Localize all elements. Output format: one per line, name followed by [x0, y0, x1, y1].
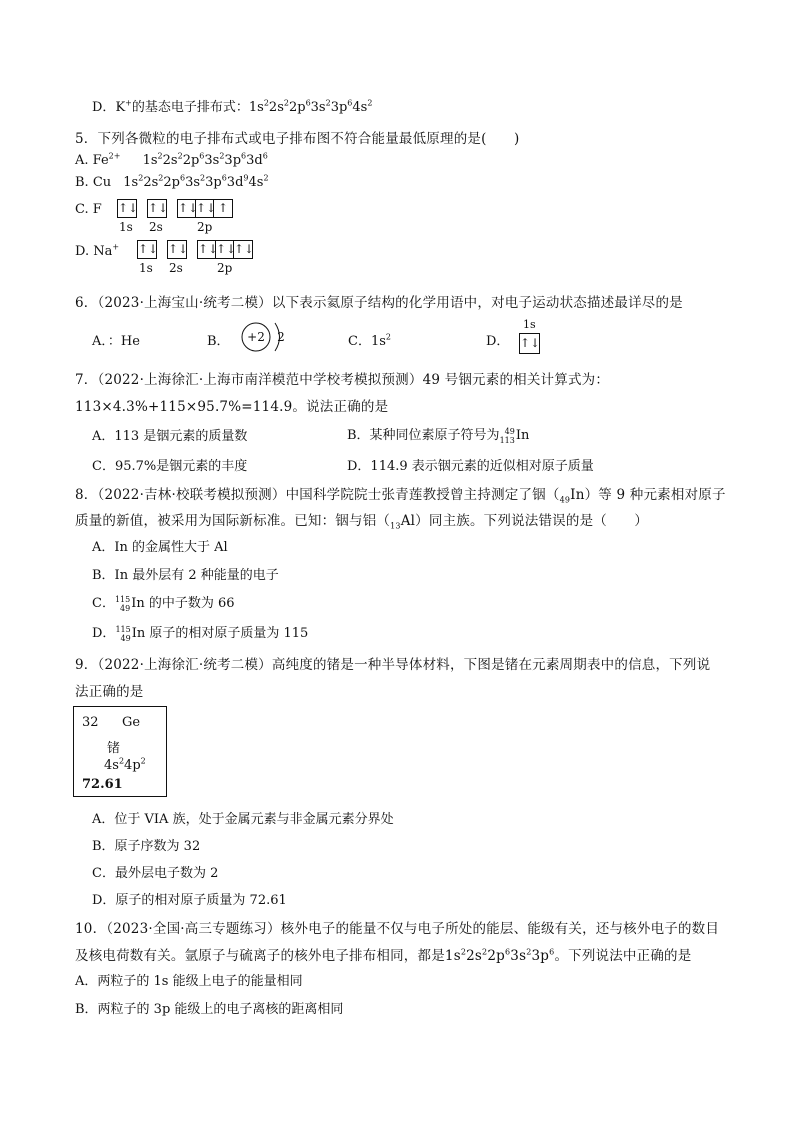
- q10-option-b: B．两粒子的 3p 能级上的电子离核的距离相同: [75, 1002, 344, 1017]
- q5-option-c: C. F: [75, 202, 102, 217]
- question-7-stem-line2: 113×4.3%+115×95.7%=114.9。说法正确的是: [75, 399, 389, 415]
- q4-option-d: D．K+的基态电子排布式：$1s^22s^22p^63s^23p^64s^2$: [92, 98, 373, 115]
- electron-count: 6: [305, 98, 311, 108]
- orbital-term: 2s: [143, 175, 159, 190]
- electron-count: 2: [219, 151, 225, 161]
- q8-option-c: C．115 49In 的中子数为 66: [92, 594, 235, 613]
- electron-count: 2: [460, 947, 467, 957]
- orbital-term: 1s: [248, 100, 264, 115]
- electron-arrows: ↑↓: [216, 242, 237, 256]
- electron-count: 2: [118, 756, 125, 766]
- orbital-term: 3p: [330, 100, 348, 115]
- electron-count: 2: [367, 98, 373, 108]
- orbital-term: 2s: [268, 100, 284, 115]
- sublevel-label: 2s: [149, 220, 163, 234]
- electron-arrows: ↑↓: [196, 201, 217, 215]
- orbital-term: 4s: [248, 175, 264, 190]
- electron-arrows: ↑↓: [178, 201, 199, 215]
- q7-option-a: A．113 是铟元素的质量数: [92, 429, 248, 444]
- orbital-term: 3d: [246, 153, 263, 168]
- electron-config: [445, 948, 555, 964]
- orbital-term: 3p: [205, 175, 222, 190]
- orbital-term: 3s: [204, 153, 220, 168]
- orbital-term: 1s: [444, 948, 461, 964]
- q9-option-a: A．位于 VIA 族，处于金属元素与非金属元素分界处: [92, 812, 394, 827]
- electron-count: 6: [179, 173, 186, 183]
- orbital-box-2p: [197, 240, 253, 259]
- orbital-term: 2s: [162, 153, 178, 168]
- electron-count: 6: [262, 151, 268, 161]
- sublevel-label: 1s: [139, 261, 153, 275]
- electron-count: 6: [504, 947, 511, 957]
- electron-arrows: ↑↓: [234, 242, 255, 256]
- orbital-term: 2p: [182, 153, 200, 168]
- orbital-term: 2p: [288, 100, 306, 115]
- atomic-mass: 72.61: [82, 777, 123, 792]
- sublevel-label: 2p: [217, 261, 233, 275]
- electron-count: 2: [140, 756, 146, 766]
- periodic-table-cell-ge: [73, 706, 167, 797]
- q7-option-b: B．某种同位素原子符号为 49 113In: [347, 426, 530, 445]
- element-symbol: Ge: [122, 715, 141, 730]
- orbital-term: 2s: [466, 948, 483, 964]
- orbital-term: 3d: [226, 175, 244, 190]
- electron-count: 2: [177, 151, 183, 161]
- electron-arrows: ↑↓: [138, 242, 159, 256]
- question-7-stem-line1: 7．（2022·上海徐汇·上海市南洋模范中学校考模拟预测）49 号铟元素的相关计算式为：: [75, 372, 610, 388]
- electron-arrows: ↑↓: [198, 242, 219, 256]
- nucleus-charge: +2: [247, 330, 265, 344]
- q5-option-a: A. $Fe^{2+}$ $1s^22s^22p^63s^23p^63d^6$: [75, 151, 268, 168]
- orbital-term: 1s: [370, 334, 386, 349]
- electron-count: 2: [325, 98, 331, 108]
- sublevel-label: 2s: [169, 261, 183, 275]
- element-name: 锗: [107, 741, 121, 756]
- orbital-term: 3s: [510, 948, 527, 964]
- orbital-term: 4s: [104, 758, 119, 773]
- orbital-box-2p: [177, 199, 233, 218]
- electron-config: [143, 153, 268, 168]
- orbital-term: 4s: [352, 100, 368, 115]
- electron-count: 6: [241, 151, 247, 161]
- q8-option-d: D．115 49In 原子的相对原子质量为 115: [92, 624, 309, 643]
- electron-count: 6: [347, 98, 353, 108]
- q5-option-d: D. Na+: [75, 242, 120, 259]
- question-5-stem: 5．下列各微粒的电子排布式或电子排布图不符合能量最低原理的是( ): [75, 131, 520, 147]
- orbital-box-2s: [167, 240, 187, 259]
- electron-count: 2: [200, 173, 206, 183]
- shell-electrons: 2: [277, 330, 285, 344]
- q6-option-c: C．$1s^2$: [348, 332, 391, 349]
- electron-count: 2: [157, 151, 163, 161]
- question-10-stem-line2: 及核电荷数有关。氩原子与硫离子的核外电子排布相同，都是$1s^22s^22p^63s^23p^6$。下列说法中正确的是: [75, 947, 692, 964]
- electron-count: 6: [221, 173, 227, 183]
- electron-count: 2: [263, 98, 269, 108]
- question-9-stem-line2: 法正确的是: [75, 684, 144, 700]
- question-8-stem-line1: 8．（2022·吉林·校联考模拟预测）中国科学院院士张青莲教授曾主持测定了铟$(_{49}In)$等 9 种元素相对原子: [75, 487, 726, 505]
- valence-config: [104, 758, 146, 773]
- q6-option-d-label: D．: [486, 334, 510, 349]
- orbital-term: 3s: [185, 175, 201, 190]
- electron-arrows: ↑↓: [118, 201, 139, 215]
- orbital-term: 3s: [310, 100, 326, 115]
- electron-count: 2: [158, 173, 164, 183]
- electron-count: 9: [243, 173, 249, 183]
- sublevel-label: 2p: [197, 220, 213, 234]
- orbital-term: 3p: [531, 948, 550, 964]
- atomic-number: 32: [82, 715, 99, 730]
- electron-count: 2: [283, 98, 289, 108]
- atom-structure-diagram: [238, 319, 288, 355]
- q6-option-d-sublabel: 1s: [523, 318, 536, 331]
- sublevel-label: 1s: [119, 220, 133, 234]
- q8-option-b: B．In 最外层有 2 种能量的电子: [92, 568, 279, 583]
- q9-option-b: B．原子序数为 32: [92, 839, 201, 854]
- electron-config: [371, 334, 391, 349]
- orbital-term: 2p: [163, 175, 180, 190]
- q5-option-b: B. Cu $1s^22s^22p^63s^23p^63d^94s^2$: [75, 173, 269, 190]
- orbital-box-2s: [147, 199, 167, 218]
- q7-option-d: D．114.9 表示铟元素的近似相对原子质量: [347, 459, 594, 474]
- q6-option-a: A．：He: [92, 334, 140, 349]
- electron-count: 6: [199, 151, 205, 161]
- orbital-term: 4p: [124, 758, 141, 773]
- electron-count: 2: [385, 332, 391, 342]
- electron-arrows: ↑: [217, 201, 229, 215]
- electron-arrows: ↑↓: [168, 242, 189, 256]
- q9-option-c: C．最外层电子数为 2: [92, 866, 219, 881]
- orbital-box: ↑↓: [519, 333, 540, 354]
- question-8-stem-line2: 质量的新值，被采用为国际新标准。已知：铟与铝$(_{13}Al)$同主族。下列说法错误的是（ ）: [75, 513, 649, 531]
- electron-config: [123, 175, 268, 190]
- electron-arrows: ↑↓: [148, 201, 169, 215]
- question-9-stem-line1: 9．（2022·上海徐汇·统考二模）高纯度的锗是一种半导体材料，下图是锗在元素周期表中的信息，下列说: [75, 657, 711, 673]
- q9-option-d: D．原子的相对原子质量为 72.61: [92, 893, 287, 908]
- orbital-term: 2p: [487, 948, 505, 964]
- q10-option-a: A．两粒子的 1s 能级上电子的能量相同: [75, 974, 303, 989]
- orbital-box-1s: [137, 240, 157, 259]
- orbital-term: 1s: [142, 153, 158, 168]
- orbital-box-1s: [117, 199, 137, 218]
- electron-count: 2: [263, 173, 269, 183]
- question-6-stem: 6．（2023·上海宝山·统考二模）以下表示氦原子结构的化学用语中，对电子运动状态描述最详尽的是: [75, 295, 683, 311]
- electron-count: 2: [526, 947, 532, 957]
- electron-count: 2: [482, 947, 488, 957]
- orbital-term: 3p: [224, 153, 242, 168]
- q6-option-b-label: B．: [207, 334, 230, 349]
- q7-option-c: C．95.7%是铟元素的丰度: [92, 459, 248, 474]
- electron-count: 6: [549, 947, 555, 957]
- electron-count: 2: [138, 173, 144, 183]
- electron-config: [249, 100, 373, 115]
- question-10-stem-line1: 10．（2023·全国·高三专题练习）核外电子的能量不仅与电子所处的能层、能级有关，还与核外电子的数目: [75, 921, 720, 937]
- q8-option-a: A．In 的金属性大于 Al: [92, 540, 228, 555]
- orbital-term: 1s: [123, 175, 139, 190]
